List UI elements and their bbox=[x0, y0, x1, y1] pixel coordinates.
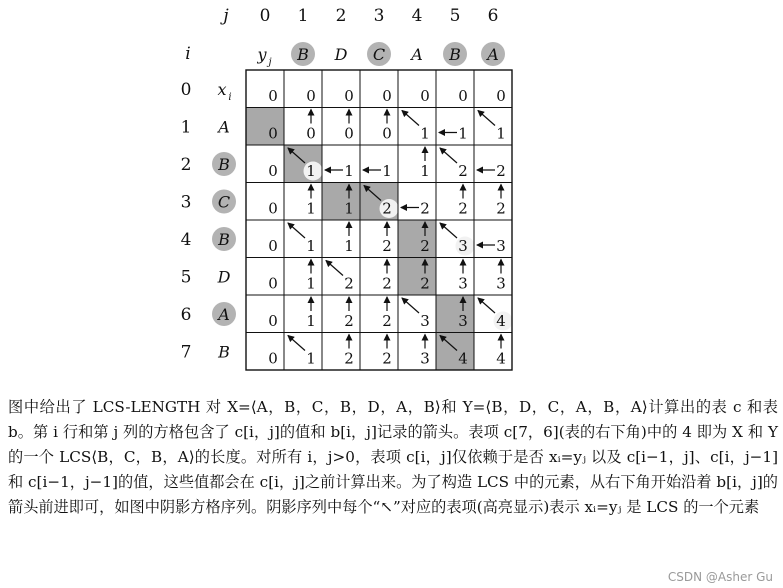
cell-value: 0 bbox=[496, 87, 506, 105]
cell-value: 2 bbox=[420, 274, 430, 293]
cell-value: 3 bbox=[496, 274, 506, 293]
cell-value: 0 bbox=[268, 124, 278, 143]
cell-value: 2 bbox=[344, 274, 354, 293]
shaded-cell bbox=[398, 220, 436, 258]
column-index: 6 bbox=[487, 6, 499, 26]
cell-value: 1 bbox=[458, 124, 468, 143]
cell-value: 2 bbox=[458, 162, 468, 180]
i-label: i bbox=[185, 44, 191, 64]
arrow-diag bbox=[326, 261, 343, 276]
cell-value: 0 bbox=[268, 199, 278, 218]
cell-value: 1 bbox=[496, 124, 506, 143]
arrow-diag bbox=[440, 148, 457, 163]
shaded-cell bbox=[436, 295, 474, 333]
cell-value: 2 bbox=[382, 349, 392, 368]
cell-value: 3 bbox=[458, 274, 468, 293]
cell-value: 1 bbox=[306, 237, 316, 255]
cell-value: 3 bbox=[496, 237, 506, 255]
arrow-diag bbox=[288, 223, 305, 238]
shaded-cell bbox=[398, 258, 436, 296]
cell-value: 0 bbox=[306, 124, 316, 143]
column-index: 3 bbox=[373, 6, 385, 26]
column-index: 2 bbox=[335, 6, 347, 26]
y-letter: A bbox=[487, 45, 499, 64]
cell-value: 0 bbox=[268, 349, 278, 368]
cell-value: 0 bbox=[382, 124, 392, 143]
column-index: 1 bbox=[297, 6, 309, 26]
y-label: y bbox=[257, 45, 267, 64]
cell-value: 1 bbox=[344, 162, 354, 180]
cell-value: 0 bbox=[420, 87, 430, 105]
cell-value: 0 bbox=[344, 87, 354, 105]
row-index: 1 bbox=[180, 117, 192, 138]
cell-value: 3 bbox=[420, 349, 430, 368]
column-index: 0 bbox=[259, 6, 271, 26]
y-letter: B bbox=[449, 45, 461, 64]
row-index: 6 bbox=[180, 305, 192, 325]
cell-value: 1 bbox=[306, 349, 316, 368]
cell-value: 1 bbox=[382, 162, 392, 180]
shaded-cell bbox=[322, 183, 360, 221]
cell-value: 2 bbox=[382, 199, 392, 218]
x-letter: B bbox=[218, 230, 230, 249]
arrow-diag bbox=[478, 111, 495, 126]
x-letter: A bbox=[218, 305, 230, 324]
cell-value: 2 bbox=[496, 162, 506, 180]
cell-value: 1 bbox=[344, 237, 354, 255]
x-letter: B bbox=[218, 155, 230, 174]
column-index: 4 bbox=[411, 6, 423, 26]
cell-value: 2 bbox=[344, 349, 354, 368]
x-label: x bbox=[217, 80, 227, 99]
x-subscript: i bbox=[228, 92, 232, 103]
cell-value: 2 bbox=[420, 199, 430, 218]
row-index: 2 bbox=[180, 155, 192, 175]
cell-value: 1 bbox=[306, 312, 316, 330]
x-letter: A bbox=[218, 117, 230, 137]
cell-value: 0 bbox=[306, 87, 316, 105]
cell-value: 3 bbox=[420, 312, 430, 330]
cell-value: 0 bbox=[268, 162, 278, 180]
cell-value: 2 bbox=[458, 199, 468, 218]
shaded-cell bbox=[436, 333, 474, 371]
cell-value: 0 bbox=[268, 274, 278, 293]
row-index: 3 bbox=[180, 192, 192, 213]
cell-value: 1 bbox=[420, 162, 430, 180]
cell-value: 4 bbox=[496, 312, 506, 330]
cell-value: 3 bbox=[458, 312, 468, 330]
y-subscript: j bbox=[268, 57, 272, 68]
cell-value: 2 bbox=[382, 312, 392, 330]
figure-caption: 图中给出了 LCS-LENGTH 对 X=⟨A，B，C，B，D，A，B⟩和 Y=⟨B，D，C，A，B，A⟩计算出的表 c 和表 b。第 i 行和第 j 列的方格包含了 c[i，j]的值和 b[i，j]记录的箭头。表项 c[7，6](表的右下角)中的 4 即为 X 和 Y 的一个 LCS⟨B，C，B，A⟩的长度。对所有 i，j>0，表项 c[i，j]仅依赖于是否 xᵢ=yⱼ 以及 c[i−1，j]、c[i，j−1]和 c[i−1，j−1]的值，这些值都会在 c[i，j]之前计算出来。为了构造 LCS 中的元素，从右下角开始沿着 b[i，j]的箭头前进即可，如图中阴影方格序列。阴影序列中每个“↖”对应的表项(高亮显示)表示 xᵢ=yⱼ 是 LCS 的一个元素 bbox=[8, 398, 778, 516]
cell-value: 4 bbox=[458, 349, 468, 368]
y-letter: C bbox=[372, 45, 386, 64]
cell-value: 1 bbox=[344, 199, 354, 218]
cell-value: 0 bbox=[458, 87, 468, 105]
cell-value: 1 bbox=[306, 199, 316, 218]
y-letter: D bbox=[334, 45, 348, 64]
cell-value: 2 bbox=[382, 274, 392, 293]
arrow-diag bbox=[288, 336, 305, 351]
cell-value: 0 bbox=[268, 87, 278, 105]
cell-value: 2 bbox=[344, 312, 354, 330]
cell-value: 4 bbox=[496, 349, 506, 368]
shaded-cell bbox=[246, 108, 284, 146]
watermark: CSDN @Asher Gu bbox=[667, 570, 773, 584]
y-letter: B bbox=[297, 45, 309, 64]
arrow-diag bbox=[402, 111, 419, 126]
j-label: j bbox=[223, 6, 229, 26]
row-index: 4 bbox=[180, 230, 192, 250]
cell-value: 1 bbox=[306, 162, 316, 180]
cell-value: 0 bbox=[268, 312, 278, 330]
cell-value: 0 bbox=[268, 237, 278, 255]
row-index: 0 bbox=[180, 80, 192, 100]
cell-value: 3 bbox=[458, 237, 468, 255]
cell-value: 1 bbox=[420, 124, 430, 143]
x-letter: D bbox=[217, 267, 231, 287]
cell-value: 0 bbox=[344, 124, 354, 143]
cell-value: 2 bbox=[382, 237, 392, 255]
row-index: 7 bbox=[180, 342, 192, 363]
cell-value: 2 bbox=[420, 237, 430, 255]
cell-value: 0 bbox=[382, 87, 392, 105]
x-letter: C bbox=[217, 192, 231, 212]
arrow-diag bbox=[478, 298, 495, 313]
x-letter: B bbox=[218, 342, 230, 362]
column-index: 5 bbox=[449, 6, 461, 26]
arrow-diag bbox=[402, 298, 419, 313]
cell-value: 2 bbox=[496, 199, 506, 218]
y-letter: A bbox=[411, 45, 423, 64]
arrow-diag bbox=[440, 223, 457, 238]
row-index: 5 bbox=[180, 267, 192, 288]
cell-value: 1 bbox=[306, 274, 316, 293]
